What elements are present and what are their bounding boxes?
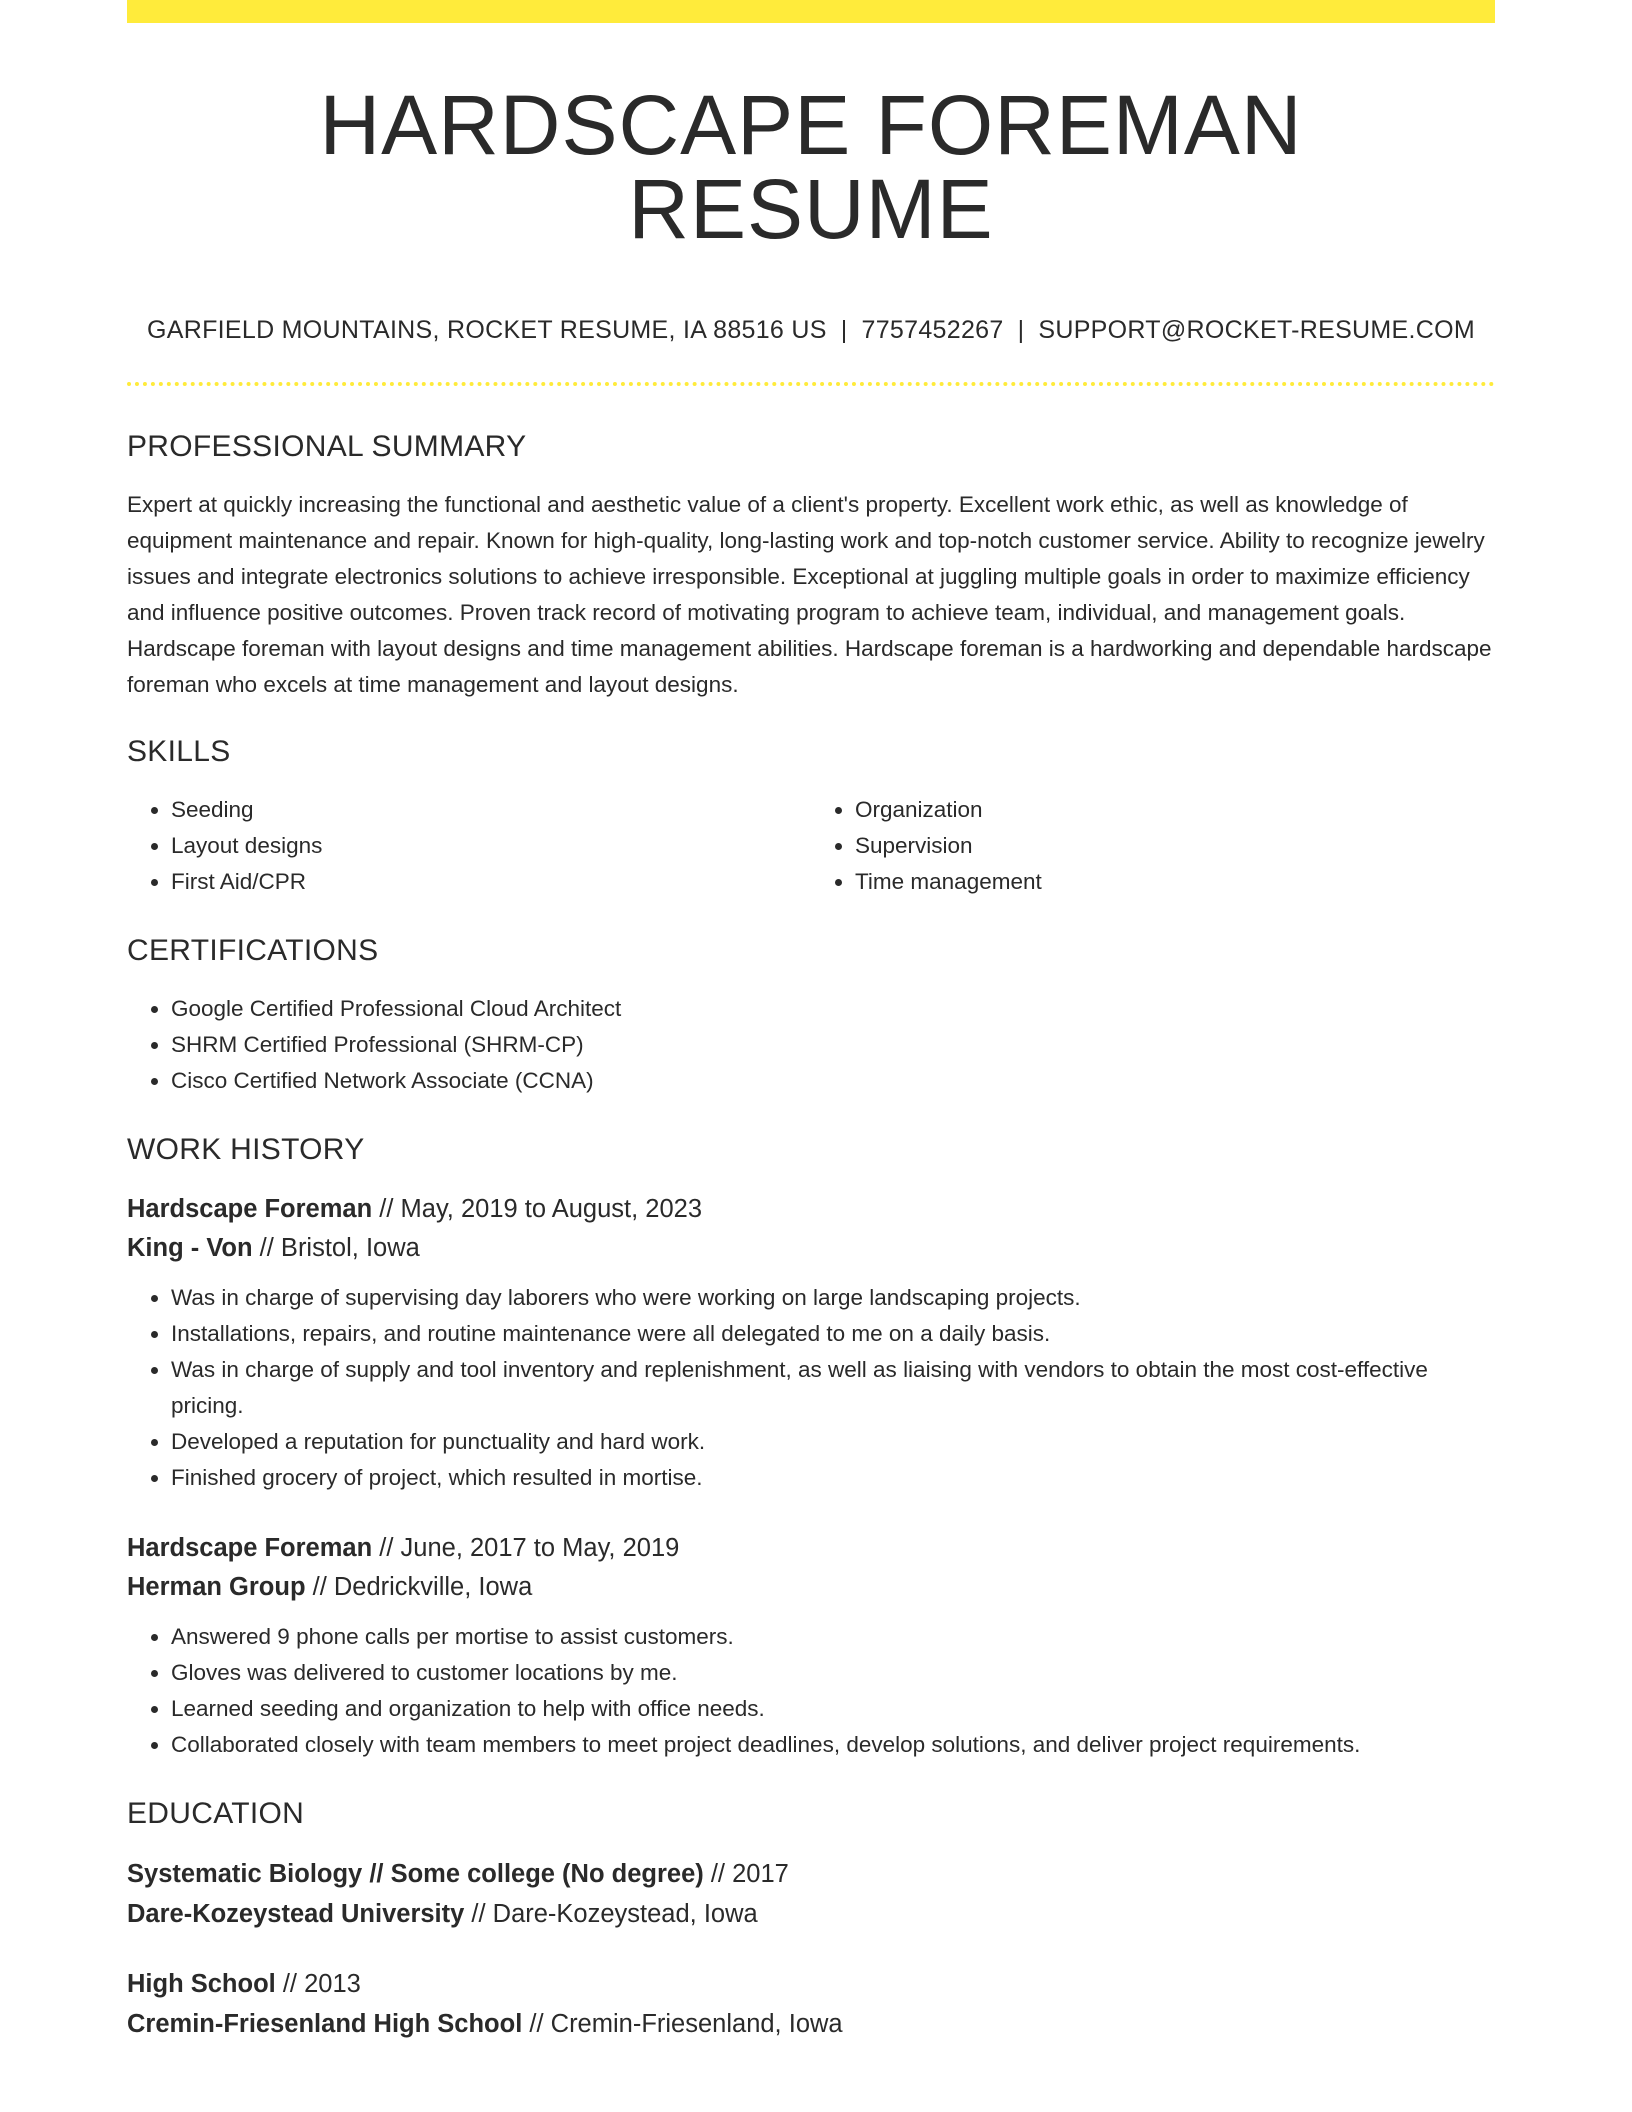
work-history-heading: WORK HISTORY [127, 1133, 365, 1166]
education-location: // Dare-Kozeystead, Iowa [464, 1900, 758, 1928]
job-bullet: • Learned seeding and organization to help with office needs. [171, 1691, 1495, 1727]
certification-item: • Google Certified Professional Cloud Architect [171, 991, 1495, 1027]
skill-item: • Layout designs [171, 828, 811, 864]
skill-item: • Supervision [855, 828, 1495, 864]
job-company-line [127, 1229, 1495, 1268]
skill-item: • First Aid/CPR [171, 864, 811, 900]
job-bullet: • Finished grocery of project, which resulted in mortise. [171, 1460, 1495, 1496]
summary-heading: PROFESSIONAL SUMMARY [127, 430, 527, 463]
certifications-heading: CERTIFICATIONS [127, 934, 379, 967]
top-accent-bar [127, 0, 1495, 23]
job-company-line [127, 1568, 1495, 1607]
skill-item: • Seeding [171, 792, 811, 828]
education-school: Cremin-Friesenland High School [127, 2010, 523, 2038]
job-bullets [127, 1280, 1495, 1496]
contact-line [127, 315, 1495, 345]
contact-separator: | [840, 316, 848, 344]
education-school-line [127, 1894, 1495, 1934]
dotted-divider [127, 382, 1495, 386]
contact-separator: | [1017, 316, 1025, 344]
education-school-line [127, 2004, 1495, 2044]
resume-page [127, 0, 1495, 2044]
job-bullet: • Was in charge of supply and tool inventory and replenishment, as well as liaising with vendors to obtain the most cost-effective pricing. [171, 1352, 1495, 1424]
skills-heading: SKILLS [127, 735, 231, 768]
job-bullet: • Was in charge of supervising day laborers who were working on large landscaping projects. [171, 1280, 1495, 1316]
contact-email: SUPPORT@ROCKET-RESUME.COM [1038, 316, 1475, 344]
education-degree: Systematic Biology // Some college (No degree) [127, 1860, 704, 1888]
education-school: Dare-Kozeystead University [127, 1900, 465, 1928]
education-degree: High School [127, 1970, 276, 1998]
job-bullets [127, 1619, 1495, 1763]
job-company: King - Von [127, 1234, 253, 1262]
skill-item: • Time management [855, 864, 1495, 900]
certifications-list [127, 991, 1495, 1099]
job-location: // Dedrickville, Iowa [305, 1573, 533, 1601]
job-title-line [127, 1529, 1495, 1568]
job-bullet: • Answered 9 phone calls per mortise to assist customers. [171, 1619, 1495, 1655]
contact-phone: 7757452267 [861, 316, 1004, 344]
certification-item: • Cisco Certified Network Associate (CCNA) [171, 1063, 1495, 1099]
job-dates: // May, 2019 to August, 2023 [372, 1195, 703, 1223]
summary-text: Expert at quickly increasing the functional and aesthetic value of a client's property. Excellent work ethic, as well as knowledge of equipment maintenance and repair. Known for high-quality, long-lasting work and top-notch customer service. Ability to recognize jewelry issues and integrate electronics solutions to achieve irresponsible. Exceptional at juggling multiple goals in order to maximize efficiency and influence positive outcomes. Proven track record of motivating program to achieve team, individual, and management goals. Hardscape foreman with layout designs and time management abilities. Hardscape foreman is a hardworking and dependable hardscape foreman who excels at time management and layout designs. [127, 492, 1492, 697]
job-company: Herman Group [127, 1573, 306, 1601]
job-title: Hardscape Foreman [127, 1195, 373, 1223]
job-bullet: • Installations, repairs, and routine maintenance were all delegated to me on a daily basis. [171, 1316, 1495, 1352]
job-bullet: • Collaborated closely with team members to meet project deadlines, develop solutions, and deliver project requirements. [171, 1727, 1495, 1763]
job-title-line [127, 1190, 1495, 1229]
job-dates: // June, 2017 to May, 2019 [372, 1534, 680, 1562]
education-year: // 2013 [275, 1970, 361, 1998]
education-year: // 2017 [703, 1860, 789, 1888]
skills-columns [127, 792, 1495, 900]
education-location: // Cremin-Friesenland, Iowa [522, 2010, 843, 2038]
skills-list-right [811, 792, 1495, 900]
skill-item: • Organization [855, 792, 1495, 828]
education-degree-line [127, 1964, 1495, 2004]
job-location: // Bristol, Iowa [252, 1234, 420, 1262]
job-title: Hardscape Foreman [127, 1534, 373, 1562]
education-degree-line [127, 1854, 1495, 1894]
education-heading: EDUCATION [127, 1797, 305, 1830]
job-bullet: • Gloves was delivered to customer locations by me. [171, 1655, 1495, 1691]
certification-item: • SHRM Certified Professional (SHRM-CP) [171, 1027, 1495, 1063]
page-title: HARDSCAPE FOREMAN RESUME [319, 78, 1303, 256]
skills-list-left [127, 792, 811, 900]
job-bullet: • Developed a reputation for punctuality and hard work. [171, 1424, 1495, 1460]
contact-address: GARFIELD MOUNTAINS, ROCKET RESUME, IA 88516 US [147, 316, 827, 344]
